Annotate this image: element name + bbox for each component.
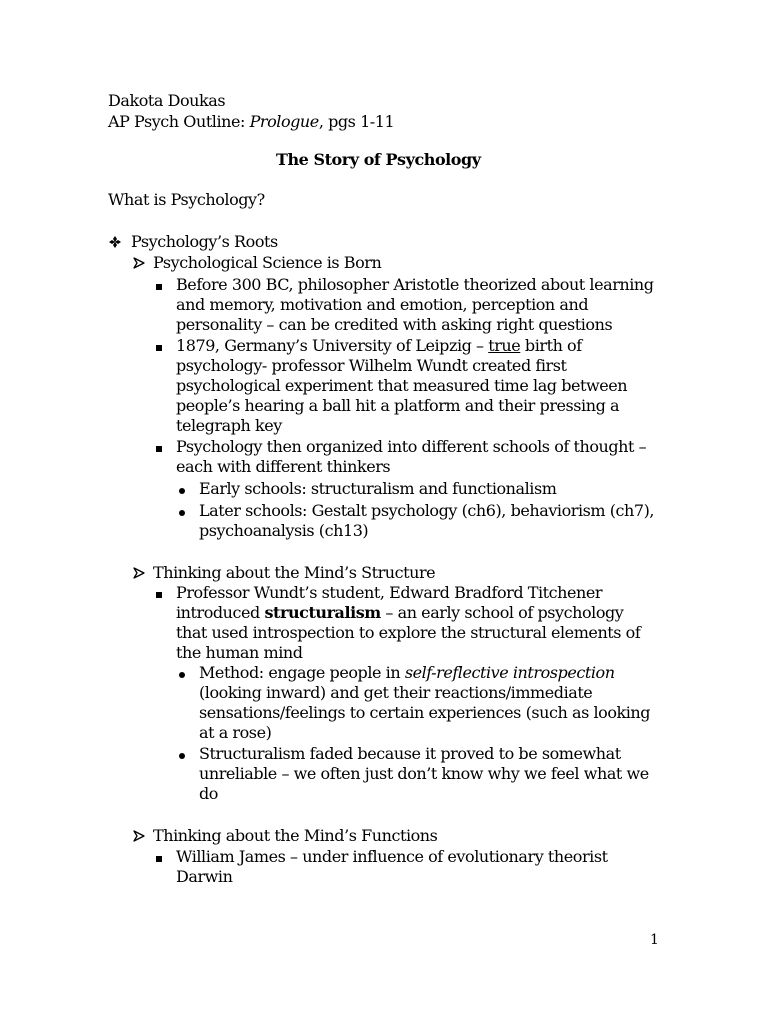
- subsection-heading-born: Psychological Science is Born: [153, 253, 382, 272]
- list-item-line: Early schools: structuralism and functionalism: [199, 479, 557, 498]
- list-item-line: at a rose): [199, 723, 272, 742]
- list-item-line: psychoanalysis (ch13): [199, 521, 369, 540]
- list-item-line: 1879, Germany’s University of Leipzig – true birth of: [176, 336, 582, 355]
- round-bullet-icon: [179, 501, 185, 521]
- square-bullet-icon: [156, 275, 162, 295]
- list-item-line: psychology- professor Wilhelm Wundt created first: [176, 356, 567, 375]
- list-item-line: people’s hearing a ball hit a platform and their pressing a: [176, 396, 620, 415]
- square-bullet-icon: [156, 847, 162, 867]
- course-line: AP Psych Outline: Prologue, pgs 1-11: [108, 112, 395, 131]
- round-bullet-icon: [179, 744, 185, 764]
- list-item-line: each with different thinkers: [176, 457, 391, 476]
- list-item-line: sensations/feelings to certain experiences (such as looking: [199, 703, 651, 722]
- diamond-cluster-icon: [108, 232, 122, 252]
- list-item-line: Darwin: [176, 867, 233, 886]
- question-heading: What is Psychology?: [108, 190, 265, 209]
- list-item-line: the human mind: [176, 643, 303, 662]
- list-item-line: personality – can be credited with asking right questions: [176, 315, 613, 334]
- arrow-right-icon: [132, 563, 146, 583]
- arrow-right-icon: [132, 253, 146, 273]
- list-item-line: Before 300 BC, philosopher Aristotle theorized about learning: [176, 275, 654, 294]
- list-item-line: introduced structuralism – an early school of psychology: [176, 603, 624, 622]
- list-item-line: do: [199, 784, 218, 803]
- round-bullet-icon: [179, 663, 185, 683]
- section-heading-roots: Psychology’s Roots: [131, 232, 278, 251]
- subsection-heading-structure: Thinking about the Mind’s Structure: [153, 563, 436, 582]
- author-name: Dakota Doukas: [108, 91, 226, 110]
- list-item-line: psychological experiment that measured time lag between: [176, 376, 628, 395]
- subsection-heading-functions: Thinking about the Mind’s Functions: [153, 826, 438, 845]
- round-bullet-icon: [179, 479, 185, 499]
- list-item-line: William James – under influence of evolutionary theorist: [176, 847, 608, 866]
- list-item-line: and memory, motivation and emotion, perception and: [176, 295, 589, 314]
- square-bullet-icon: [156, 583, 162, 603]
- square-bullet-icon: [156, 437, 162, 457]
- arrow-right-icon: [132, 826, 146, 846]
- page-number: 1: [650, 932, 659, 948]
- list-item-line: telegraph key: [176, 416, 282, 435]
- list-item-line: Psychology then organized into different schools of thought –: [176, 437, 647, 456]
- list-item-line: Later schools: Gestalt psychology (ch6), behaviorism (ch7),: [199, 501, 655, 520]
- page-title: The Story of Psychology: [276, 150, 481, 169]
- list-item-line: Professor Wundt’s student, Edward Bradford Titchener: [176, 583, 603, 602]
- list-item-line: unreliable – we often just don’t know why we feel what we: [199, 764, 649, 783]
- list-item-line: Structuralism faded because it proved to be somewhat: [199, 744, 621, 763]
- square-bullet-icon: [156, 336, 162, 356]
- list-item-line: (looking inward) and get their reactions/immediate: [199, 683, 593, 702]
- list-item-line: Method: engage people in self-reflective introspection: [199, 663, 615, 682]
- list-item-line: that used introspection to explore the structural elements of: [176, 623, 641, 642]
